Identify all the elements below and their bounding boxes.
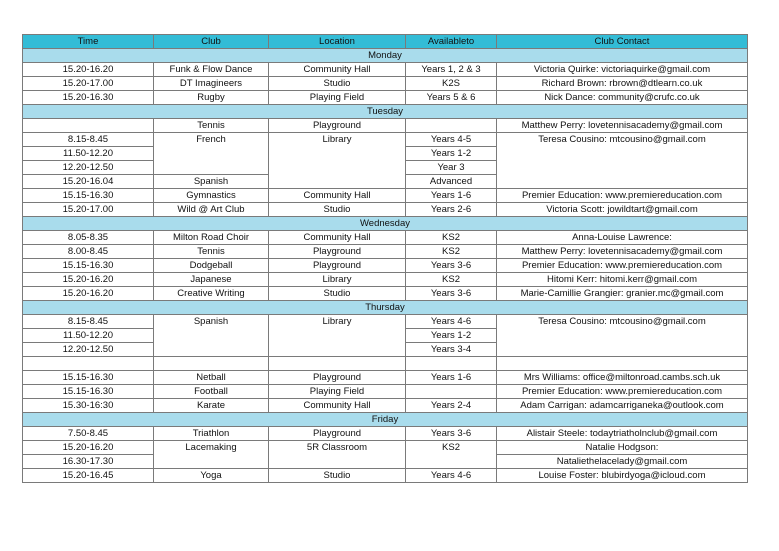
table-row [23, 427, 748, 441]
table-row [23, 91, 748, 105]
cell-contact: Teresa Cousino: mtcousino@gmail.com [497, 133, 748, 189]
cell-time: 7.50-8.45 [23, 427, 154, 441]
table-row [23, 133, 748, 147]
cell-location: Playing Field [269, 91, 406, 105]
cell-location: Playground [269, 245, 406, 259]
cell-time: 11.50-12.20 [23, 329, 154, 343]
cell-contact [497, 357, 748, 371]
cell-contact: Alistair Steele: todaytriatholnclub@gmail.com [497, 427, 748, 441]
cell-time: 15.20-16.20 [23, 273, 154, 287]
cell-time: 8.00-8.45 [23, 245, 154, 259]
table-row [23, 231, 748, 245]
cell-location: Studio [269, 287, 406, 301]
cell-available: Years 1-6 [406, 189, 497, 203]
day-label: Friday [23, 413, 748, 427]
cell-available: Years 1, 2 & 3 [406, 63, 497, 77]
cell-club: French [154, 133, 269, 175]
table-row [23, 385, 748, 399]
day-label: Monday [23, 49, 748, 63]
header-location: Location [269, 35, 406, 49]
club-schedule-table [22, 34, 748, 483]
cell-time: 15.20-16.20 [23, 63, 154, 77]
table-row [23, 287, 748, 301]
table-row [23, 469, 748, 483]
cell-time: 12.20-12.50 [23, 161, 154, 175]
cell-contact: Nick Dance: community@crufc.co.uk [497, 91, 748, 105]
table-row-empty [23, 357, 748, 371]
table-row [23, 119, 748, 133]
cell-available: Years 3-6 [406, 427, 497, 441]
club-schedule-sheet [22, 34, 747, 483]
cell-available [406, 385, 497, 399]
table-row [23, 315, 748, 329]
cell-time: 15.20-16.30 [23, 91, 154, 105]
cell-contact: Anna-Louise Lawrence: [497, 231, 748, 245]
cell-location: Studio [269, 77, 406, 91]
cell-time: 8.15-8.45 [23, 133, 154, 147]
cell-club: Tennis [154, 245, 269, 259]
table-row [23, 189, 748, 203]
cell-time [23, 119, 154, 133]
cell-available: Years 4-6 [406, 469, 497, 483]
cell-time: 15.15-16.30 [23, 189, 154, 203]
header-contact: Club Contact [497, 35, 748, 49]
table-row [23, 63, 748, 77]
cell-available: KS2 [406, 273, 497, 287]
cell-location: Library [269, 315, 406, 357]
cell-contact: Premier Education: www.premiereducation.com [497, 385, 748, 399]
header-club: Club [154, 35, 269, 49]
cell-club [154, 357, 269, 371]
cell-club: Milton Road Choir [154, 231, 269, 245]
cell-time: 15.15-16.30 [23, 385, 154, 399]
cell-location: Community Hall [269, 231, 406, 245]
day-label: Tuesday [23, 105, 748, 119]
header-row [23, 35, 748, 49]
cell-time: 15.15-16.30 [23, 371, 154, 385]
cell-club: Karate [154, 399, 269, 413]
table-row [23, 371, 748, 385]
cell-available: Years 5 & 6 [406, 91, 497, 105]
cell-contact: Nataliethelacelady@gmail.com [497, 455, 748, 469]
cell-location: Community Hall [269, 189, 406, 203]
cell-location [269, 357, 406, 371]
cell-available: KS2 [406, 245, 497, 259]
cell-contact: Premier Education: www.premiereducation.com [497, 189, 748, 203]
day-label: Wednesday [23, 217, 748, 231]
cell-club: Yoga [154, 469, 269, 483]
cell-contact: Adam Carrigan: adamcarriganeka@outlook.com [497, 399, 748, 413]
day-label: Thursday [23, 301, 748, 315]
cell-location: Playing Field [269, 385, 406, 399]
cell-location: Studio [269, 203, 406, 217]
cell-location: Playground [269, 259, 406, 273]
cell-contact: Louise Foster: blubirdyoga@icloud.com [497, 469, 748, 483]
cell-location: Studio [269, 469, 406, 483]
table-row [23, 399, 748, 413]
cell-club: Funk & Flow Dance [154, 63, 269, 77]
cell-available: Years 3-6 [406, 287, 497, 301]
cell-time: 15.20-16.20 [23, 441, 154, 455]
cell-club: Triathlon [154, 427, 269, 441]
cell-available: Year 3 [406, 161, 497, 175]
cell-available: Years 2-6 [406, 203, 497, 217]
day-row-wednesday [23, 217, 748, 231]
cell-available: Years 1-6 [406, 371, 497, 385]
day-row-monday [23, 49, 748, 63]
cell-contact: Matthew Perry: lovetennisacademy@gmail.com [497, 245, 748, 259]
cell-available: Years 1-2 [406, 329, 497, 343]
cell-contact: Teresa Cousino: mtcousino@gmail.com [497, 315, 748, 357]
cell-available [406, 119, 497, 133]
cell-contact: Natalie Hodgson: [497, 441, 748, 455]
day-row-tuesday [23, 105, 748, 119]
cell-club: Gymnastics [154, 189, 269, 203]
cell-time: 15.20-17.00 [23, 203, 154, 217]
cell-club: Rugby [154, 91, 269, 105]
day-row-friday [23, 413, 748, 427]
cell-contact: Victoria Scott: jowildtart@gmail.com [497, 203, 748, 217]
header-time: Time [23, 35, 154, 49]
cell-contact: Mrs Williams: office@miltonroad.cambs.sch.uk [497, 371, 748, 385]
cell-available: Advanced [406, 175, 497, 189]
cell-contact: Hitomi Kerr: hitomi.kerr@gmail.com [497, 273, 748, 287]
cell-time [23, 357, 154, 371]
cell-available: K2S [406, 77, 497, 91]
table-row [23, 77, 748, 91]
cell-location: Community Hall [269, 63, 406, 77]
cell-location: Playground [269, 427, 406, 441]
cell-available: Years 4-6 [406, 315, 497, 329]
table-row [23, 203, 748, 217]
cell-available: Years 4-5 [406, 133, 497, 147]
cell-time: 12.20-12.50 [23, 343, 154, 357]
cell-club: Creative Writing [154, 287, 269, 301]
cell-club: Japanese [154, 273, 269, 287]
cell-time: 8.05-8.35 [23, 231, 154, 245]
cell-available: Years 3-6 [406, 259, 497, 273]
table-row [23, 245, 748, 259]
cell-time: 15.20-16.45 [23, 469, 154, 483]
cell-available [406, 357, 497, 371]
cell-location: Library [269, 273, 406, 287]
cell-club: Dodgeball [154, 259, 269, 273]
cell-time: 16.30-17.30 [23, 455, 154, 469]
cell-available: Years 1-2 [406, 147, 497, 161]
cell-contact: Marie-Camillie Grangier: granier.mc@gmail.com [497, 287, 748, 301]
cell-club: Spanish [154, 175, 269, 189]
table-row [23, 259, 748, 273]
table-row [23, 273, 748, 287]
cell-contact: Richard Brown: rbrown@dtlearn.co.uk [497, 77, 748, 91]
cell-available: KS2 [406, 231, 497, 245]
cell-contact: Premier Education: www.premiereducation.com [497, 259, 748, 273]
table-row [23, 441, 748, 455]
cell-available: Years 2-4 [406, 399, 497, 413]
cell-contact: Victoria Quirke: victoriaquirke@gmail.com [497, 63, 748, 77]
cell-available: Years 3-4 [406, 343, 497, 357]
cell-available: KS2 [406, 441, 497, 469]
cell-contact: Matthew Perry: lovetennisacademy@gmail.com [497, 119, 748, 133]
cell-club: Netball [154, 371, 269, 385]
cell-location: Community Hall [269, 399, 406, 413]
cell-time: 15.20-16.20 [23, 287, 154, 301]
cell-club: Lacemaking [154, 441, 269, 469]
cell-location: Playground [269, 119, 406, 133]
day-row-thursday [23, 301, 748, 315]
cell-time: 15.20-16.04 [23, 175, 154, 189]
cell-club: DT Imagineers [154, 77, 269, 91]
cell-time: 11.50-12.20 [23, 147, 154, 161]
cell-club: Wild @ Art Club [154, 203, 269, 217]
cell-time: 15.20-17.00 [23, 77, 154, 91]
header-available: Availableto [406, 35, 497, 49]
cell-time: 15.15-16.30 [23, 259, 154, 273]
cell-time: 8.15-8.45 [23, 315, 154, 329]
cell-club: Tennis [154, 119, 269, 133]
cell-location: Library [269, 133, 406, 189]
cell-club: Football [154, 385, 269, 399]
cell-location: Playground [269, 371, 406, 385]
cell-time: 15.30-16:30 [23, 399, 154, 413]
cell-location: 5R Classroom [269, 441, 406, 469]
cell-club: Spanish [154, 315, 269, 357]
